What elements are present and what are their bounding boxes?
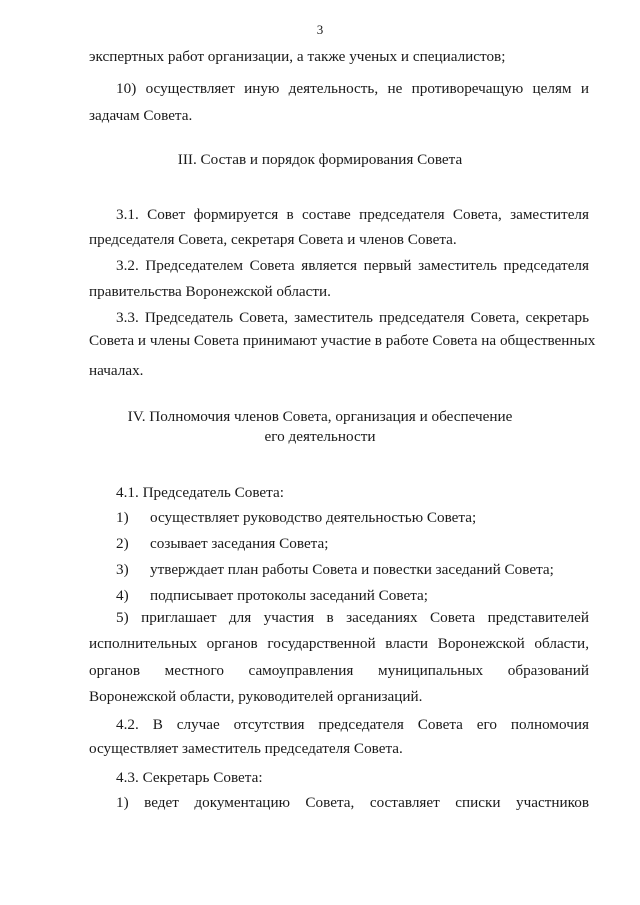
list-item-text: утверждает план работы Совета и повестки заседаний Совета; xyxy=(150,561,554,578)
text-line: 3.1. Совет формируется в составе председателя Совета, заместителя xyxy=(116,206,589,223)
list-item-text: осуществляет руководство деятельностью Совета; xyxy=(150,509,477,526)
text-line: началах. xyxy=(89,362,144,379)
list-item-number: 2) xyxy=(116,535,129,552)
text-line: правительства Воронежской области. xyxy=(89,283,331,300)
list-item xyxy=(116,509,589,527)
text-line: 4.1. Председатель Совета: xyxy=(116,484,284,501)
list-item-text: подписывает протоколы заседаний Совета; xyxy=(150,587,429,604)
page-number: 3 xyxy=(316,22,324,37)
list-item-text: созывает заседания Совета; xyxy=(150,535,329,552)
section-heading-3: III. Состав и порядок формирования Совета xyxy=(177,151,463,168)
list-item xyxy=(116,587,589,605)
text-line: 1) ведет документацию Совета, составляет списки участников xyxy=(116,794,589,811)
text-line: 4.2. В случае отсутствия председателя Совета его полномочия xyxy=(116,716,589,733)
text-line: 4.3. Секретарь Совета: xyxy=(116,769,263,786)
text-line: 3.2. Председателем Совета является первый заместитель председателя xyxy=(116,257,589,274)
text-line: осуществляет заместитель председателя Совета. xyxy=(89,740,403,757)
section-heading-4-line-1: IV. Полномочия членов Совета, организация и обеспечение xyxy=(127,408,513,425)
text-line: Воронежской области, руководителей организаций. xyxy=(89,688,423,705)
list-item xyxy=(116,535,589,553)
text-line: 3.3. Председатель Совета, заместитель председателя Совета, секретарь xyxy=(116,309,589,326)
list-item-number: 1) xyxy=(116,509,129,526)
list-item-number: 3) xyxy=(116,561,129,578)
text-line: органов местного самоуправления муниципальных образований xyxy=(89,662,589,679)
text-line: задачам Совета. xyxy=(89,107,193,124)
text-line: экспертных работ организации, а также ученых и специалистов; xyxy=(89,48,506,65)
text-line: председателя Совета, секретаря Совета и членов Совета. xyxy=(89,231,457,248)
section-heading-4-line-2: его деятельности xyxy=(264,428,376,445)
text-line: исполнительных органов государственной власти Воронежской области, xyxy=(89,635,589,652)
list-item xyxy=(116,561,589,579)
list-item-number: 4) xyxy=(116,587,129,604)
text-line: 5) приглашает для участия в заседаниях Совета представителей xyxy=(116,609,589,626)
text-line: 10) осуществляет иную деятельность, не противоречащую целям и xyxy=(116,80,589,97)
text-line: Совета и члены Совета принимают участие в работе Совета на общественных xyxy=(89,332,596,349)
